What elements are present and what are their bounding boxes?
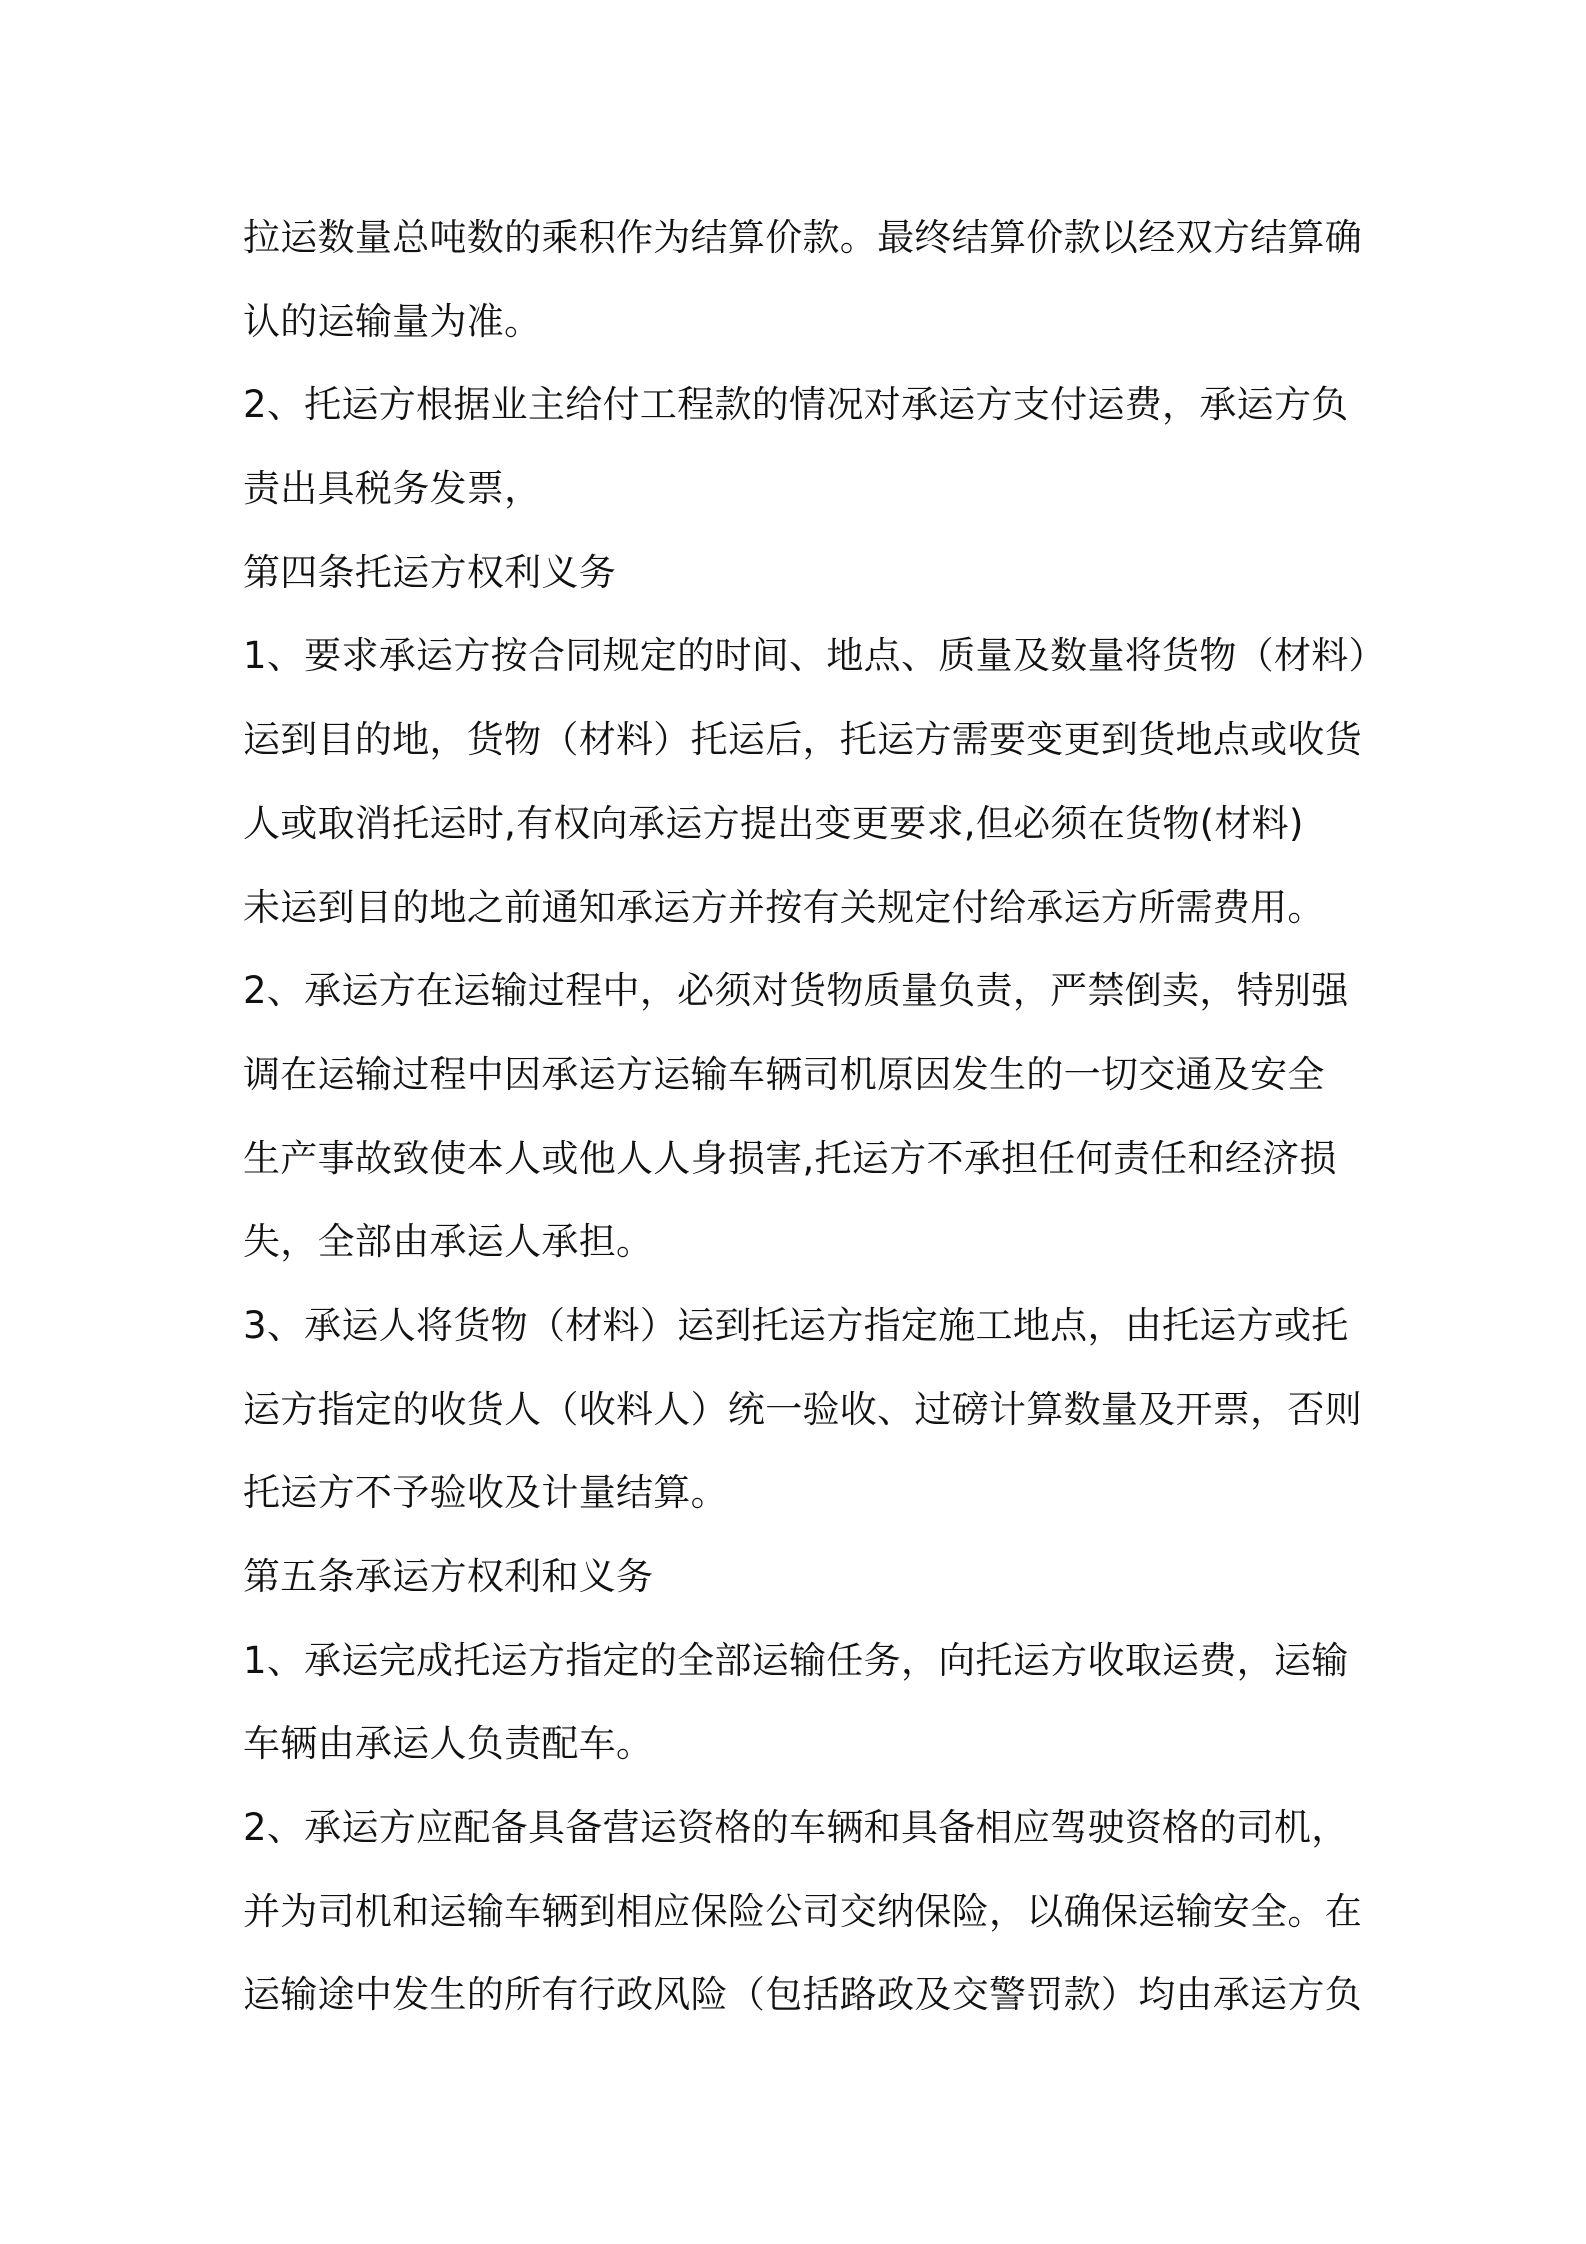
section-heading: 第四条托运方权利义务 (243, 550, 616, 594)
section-heading: 第五条承运方权利和义务 (243, 1555, 654, 1598)
text-line: 2、承运方在运输过程中，必须对货物质量负责，严禁倒卖，特别强 (243, 969, 1349, 1013)
text-line: 并为司机和运输车辆到相应保险公司交纳保险，以确保运输安全。在 (243, 1889, 1362, 1933)
text-line: 人或取消托运时,有权向承运方提出变更要求,但必须在货物(材料) (243, 801, 1304, 845)
text-line: 生产事故致使本人或他人人身损害,托运方不承担任何责任和经济损 (243, 1136, 1337, 1180)
text-line: 托运方不予验收及计量结算。 (243, 1471, 728, 1515)
text-line: 1、要求承运方按合同规定的时间、地点、质量及数量将货物（材料） (243, 634, 1386, 678)
text-line: 车辆由承运人负责配车。 (243, 1722, 654, 1766)
text-line: 拉运数量总吨数的乘积作为结算价款。最终结算价款以经双方结算确 (243, 216, 1362, 259)
contract-text (243, 196, 1386, 2037)
text-line: 2、托运方根据业主给付工程款的情况对承运方支付运费，承运方负 (243, 383, 1349, 427)
text-line: 运到目的地，货物（材料）托运后，托运方需要变更到货地点或收货 (243, 718, 1362, 762)
text-line: 3、承运人将货物（材料）运到托运方指定施工地点，由托运方或托 (243, 1303, 1349, 1347)
text-line: 调在运输过程中因承运方运输车辆司机原因发生的一切交通及安全 (243, 1052, 1325, 1096)
text-line: 责出具税务发票， (243, 467, 542, 511)
text-line: 未运到目的地之前通知承运方并按有关规定付给承运方所需费用。 (243, 885, 1325, 929)
text-line: 认的运输量为准。 (243, 299, 542, 343)
text-line: 运输途中发生的所有行政风险（包括路政及交警罚款）均由承运方负 (243, 1973, 1362, 2017)
text-line: 2、承运方应配备具备营运资格的车辆和具备相应驾驶资格的司机， (243, 1806, 1349, 1850)
text-line: 1、承运完成托运方指定的全部运输任务，向托运方收取运费，运输 (243, 1638, 1349, 1682)
text-line: 运方指定的收货人（收料人）统一验收、过磅计算数量及开票，否则 (243, 1387, 1362, 1431)
text-line: 失，全部由承运人承担。 (243, 1220, 654, 1264)
